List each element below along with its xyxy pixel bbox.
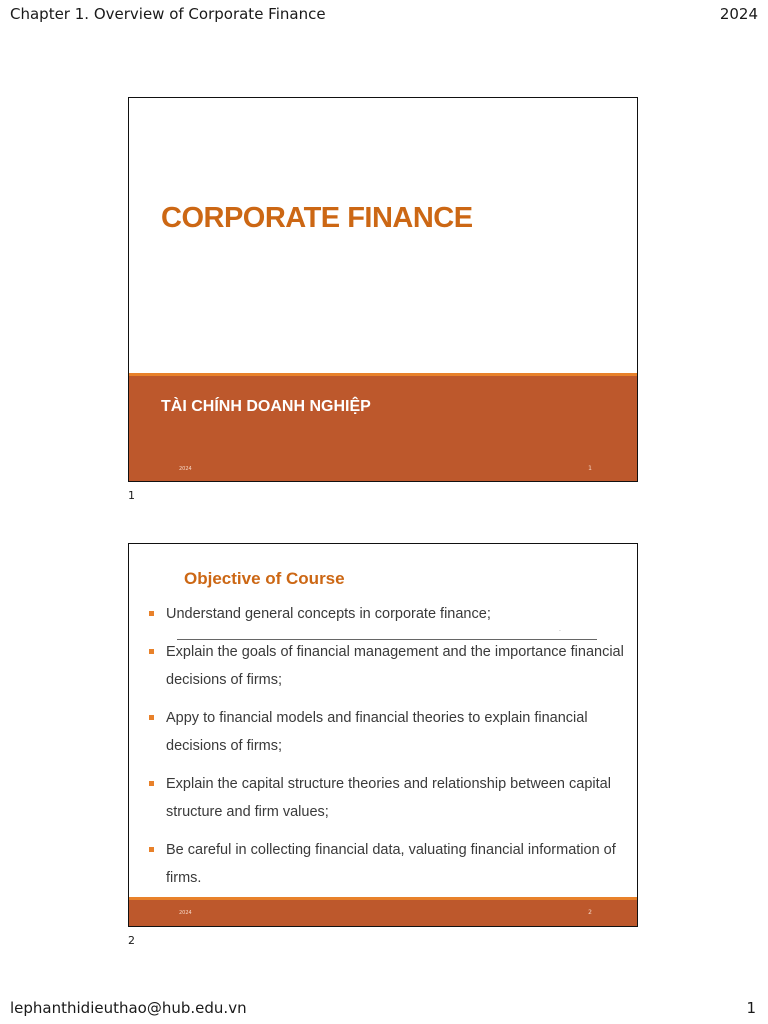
list-item-text: Appy to financial models and financial theories to explain financial decisions of firms; <box>166 710 588 754</box>
slide-title: Objective of Course <box>184 569 345 588</box>
list-item <box>149 600 637 628</box>
list-item <box>149 638 637 694</box>
slide-1 <box>128 97 638 482</box>
list-item-text: Be careful in collecting financial data, valuating financial information of firms. <box>166 842 616 886</box>
objective-list <box>149 600 637 902</box>
slide-2 <box>128 543 638 927</box>
slide-subtitle: TÀI CHÍNH DOANH NGHIỆP <box>161 398 371 415</box>
slide-index-label: 2 <box>128 934 135 947</box>
list-item <box>149 770 637 826</box>
list-item <box>149 704 637 760</box>
slide-title: CORPORATE FINANCE <box>161 202 473 234</box>
slide-footer-band <box>129 897 637 926</box>
document-footer-page-number: 1 <box>746 999 756 1017</box>
bullet-icon <box>149 847 154 852</box>
slide-footer-number: 1 <box>588 465 592 472</box>
bullet-icon <box>149 781 154 786</box>
slide-footer-number: 2 <box>588 909 592 916</box>
slide-index-label: 1 <box>128 489 135 502</box>
list-item <box>149 836 637 892</box>
slide-footer-year: 2024 <box>179 466 192 472</box>
list-item-text: Explain the goals of financial management and the importance financial decisions of firms; <box>166 644 624 688</box>
document-header-year: 2024 <box>719 5 758 23</box>
document-header-title: Chapter 1. Overview of Corporate Finance <box>10 5 326 23</box>
stray-mark: · <box>559 628 561 635</box>
list-item-text: Explain the capital structure theories and relationship between capital structure and firm values; <box>166 776 611 820</box>
bullet-icon <box>149 611 154 616</box>
list-item-text: Understand general concepts in corporate finance; <box>166 606 491 622</box>
bullet-icon <box>149 649 154 654</box>
slide-footer-year: 2024 <box>179 910 192 916</box>
document-footer-email: lephanthidieuthao@hub.edu.vn <box>10 999 247 1017</box>
slide-footer-band <box>129 373 637 481</box>
bullet-icon <box>149 715 154 720</box>
